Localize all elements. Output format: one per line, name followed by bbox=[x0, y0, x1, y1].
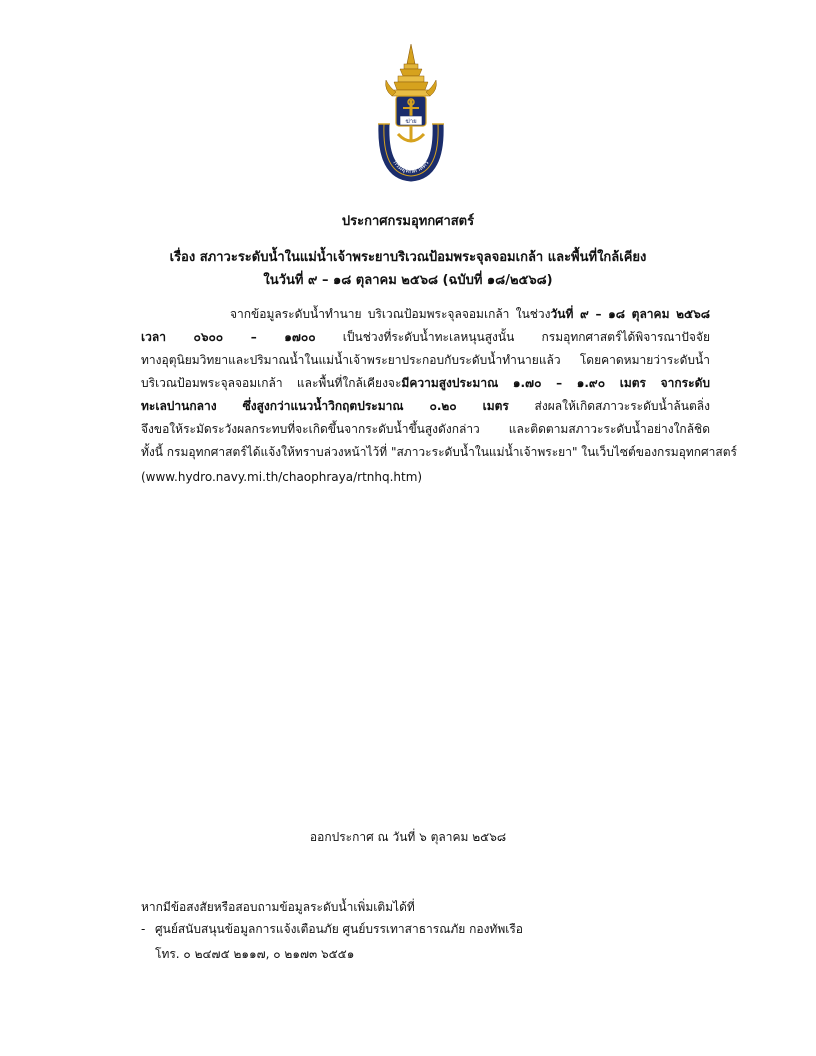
body-line-2-text: เป็นช่วงที่ระดับน้ำทะเลหนุนสูงนั้น กรมอุทกศาสตร์ได้พิจารณาปัจจัย bbox=[315, 330, 710, 344]
body-line-4-height: มีความสูงประมาณ ๑.๗๐ – ๑.๙๐ เมตร จากระดับ bbox=[401, 376, 710, 390]
body-line-3: ทางอุตุนิยมวิทยาและปริมาณน้ำในแม่น้ำเจ้าพระยาประกอบกับระดับน้ำทำนายแล้ว โดยคาดหมายว่าระดับน้ำ bbox=[141, 353, 710, 367]
body-line-1-text: จากข้อมูลระดับน้ำทำนาย บริเวณป้อมพระจุลจอมเกล้า ในช่วง bbox=[230, 307, 551, 321]
body-line-7: ทั้งนี้ กรมอุทกศาสตร์ได้แจ้งให้ทราบล่วงหน้าไว้ที่ "สภาวะระดับน้ำในแม่น้ำเจ้าพระยา" ในเว็บไซต์ของกรมอุทกศาสตร์ bbox=[141, 445, 737, 459]
svg-text:ฆ่าย: ฆ่าย bbox=[405, 118, 417, 125]
body-line-4 bbox=[141, 375, 710, 391]
announcement-subject: เรื่อง สภาวะระดับน้ำในแม่น้ำเจ้าพระยาบริเวณป้อมพระจุลจอมเกล้า และพื้นที่ใกล้เคียง bbox=[169, 250, 647, 265]
hydrographic-department-emblem bbox=[376, 42, 446, 182]
website-link[interactable]: (www.hydro.navy.mi.th/chaophraya/rtnhq.htm) bbox=[141, 470, 423, 484]
contact-center: ศูนย์สนับสนุนข้อมูลการแจ้งเตือนภัย ศูนย์บรรเทาสาธารณภัย กองทัพเรือ bbox=[155, 922, 524, 936]
body-line-2-time: เวลา ๐๖๐๐ – ๑๗๐๐ bbox=[141, 330, 316, 344]
contact-bullet: - bbox=[141, 922, 146, 936]
body-line-1 bbox=[230, 306, 710, 322]
contact-phone: โทร. ๐ ๒๔๗๕ ๒๑๑๗, ๐ ๒๑๗๓ ๖๕๕๑ bbox=[155, 947, 355, 961]
body-line-1-date: วันที่ ๙ – ๑๘ ตุลาคม ๒๕๖๘ bbox=[550, 307, 711, 321]
announcement-date-range: ในวันที่ ๙ – ๑๘ ตุลาคม ๒๕๖๘ (ฉบับที่ ๑๘/๒๕๖๘) bbox=[263, 273, 553, 288]
body-line-5-text: ส่งผลให้เกิดสภาวะระดับน้ำล้นตลิ่ง bbox=[508, 399, 710, 413]
body-line-4-text: บริเวณป้อมพระจุลจอมเกล้า และพื้นที่ใกล้เคียงจะ bbox=[141, 376, 402, 390]
contact-intro: หากมีข้อสงสัยหรือสอบถามข้อมูลระดับน้ำเพิ่มเติมได้ที่ bbox=[141, 900, 415, 914]
svg-text:กรมอุทกศาสตร์: กรมอุทกศาสตร์ bbox=[391, 158, 431, 176]
announcement-title: ประกาศกรมอุทกศาสตร์ bbox=[341, 214, 475, 229]
body-line-5 bbox=[141, 398, 710, 414]
body-line-5-level: ทะเลปานกลาง ซึ่งสูงกว่าแนวน้ำวิกฤตประมาณ ๐.๒๐ เมตร bbox=[141, 399, 509, 413]
body-line-6: จึงขอให้ระมัดระวังผลกระทบที่จะเกิดขึ้นจากระดับน้ำขึ้นสูงดังกล่าว และติดตามสภาวะระดับน้ำอย่างใกล้ชิด bbox=[141, 422, 710, 436]
body-line-2 bbox=[141, 329, 710, 345]
issued-date: ออกประกาศ ณ วันที่ ๖ ตุลาคม ๒๕๖๘ bbox=[309, 830, 507, 844]
